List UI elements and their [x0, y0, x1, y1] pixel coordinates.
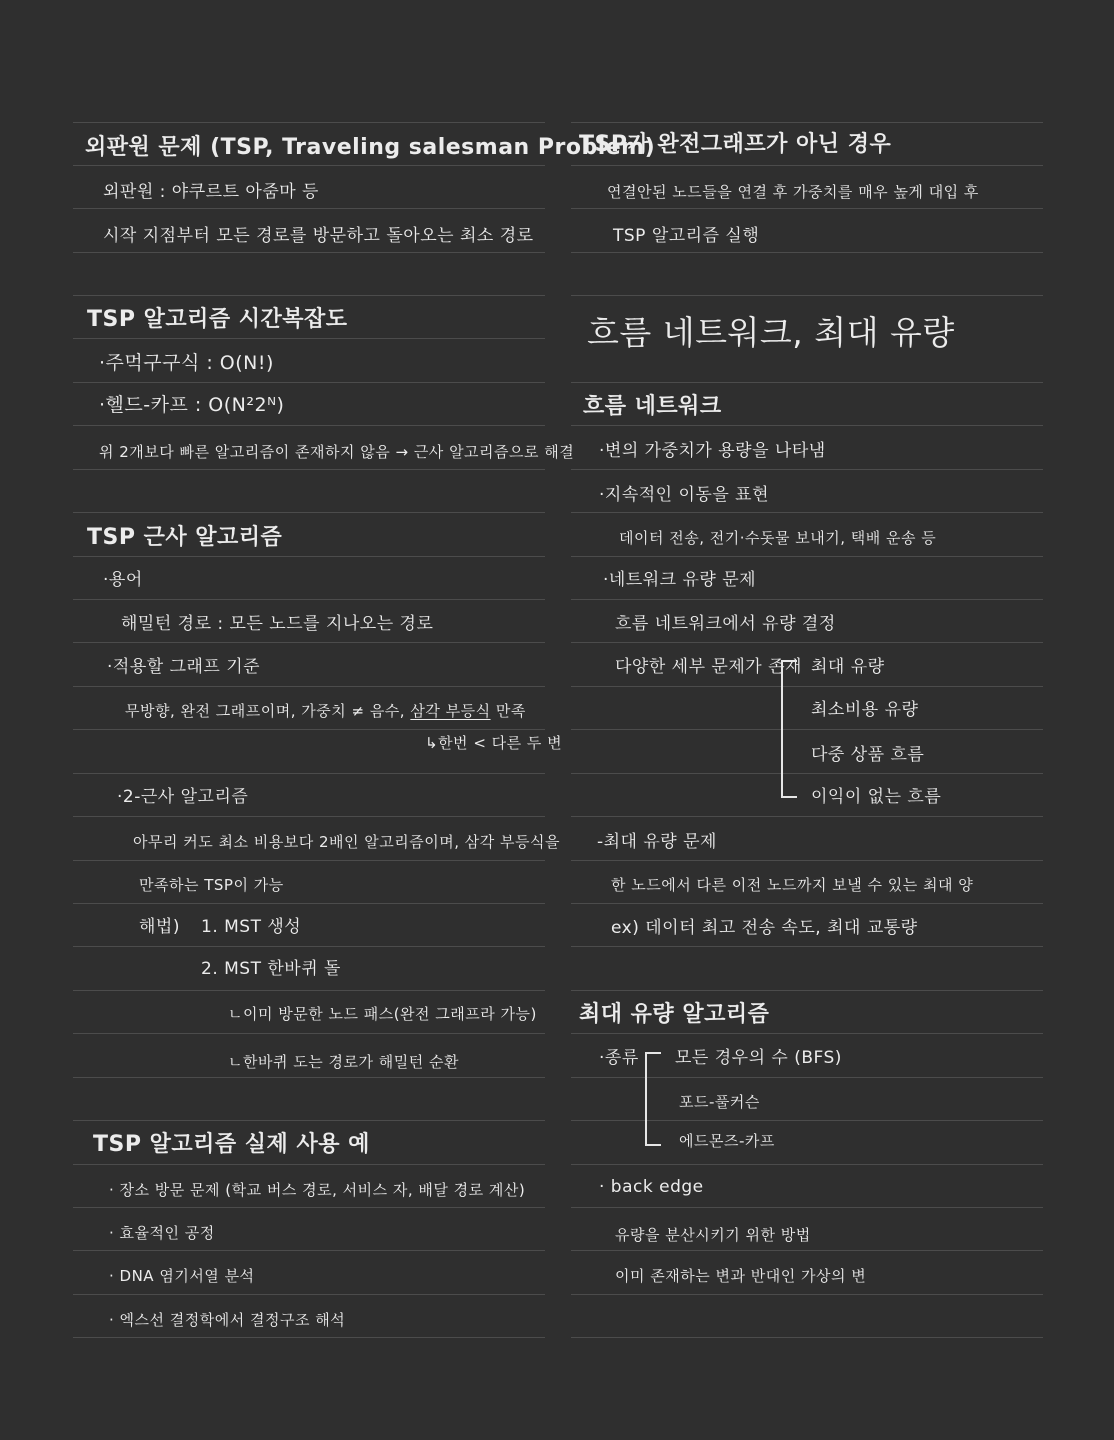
sub-problems-bracket: [781, 660, 797, 798]
rule-line: [571, 425, 1043, 426]
step-2-note-2: ㄴ한바퀴 도는 경로가 해밀턴 순환: [228, 1053, 459, 1071]
rule-line: [571, 903, 1043, 904]
graph-criteria-text: [125, 701, 526, 721]
rule-line: [73, 599, 545, 600]
kind-item: 포드-풀커슨: [679, 1093, 760, 1111]
held-karp-complexity: ·헬드-카프 : O(N²2ᴺ): [99, 394, 285, 416]
rule-line: [73, 729, 545, 730]
max-flow-definition: 한 노드에서 다른 이전 노드까지 보낼 수 있는 최대 양: [611, 876, 974, 894]
max-flow-example: ex) 데이터 최고 전송 속도, 최대 교통량: [611, 918, 918, 938]
rule-line: [571, 122, 1043, 123]
brute-force-complexity: ·주먹구구식 : O(N!): [99, 352, 274, 374]
sub-problem-item: 이익이 없는 흐름: [811, 787, 942, 807]
approx-title: TSP 근사 알고리즘: [87, 525, 283, 550]
rule-line: [73, 642, 545, 643]
rule-line: [73, 338, 545, 339]
rule-line: [73, 1077, 545, 1078]
rule-line: [73, 295, 545, 296]
rule-line: [571, 946, 1043, 947]
rule-line: [571, 816, 1043, 817]
rule-line: [571, 382, 1043, 383]
rule-line: [571, 860, 1043, 861]
rule-line: [571, 252, 1043, 253]
usage-title: TSP 알고리즘 실제 사용 예: [93, 1132, 370, 1157]
triangle-inequality: 삼각 부등식: [410, 702, 491, 720]
max-flow-problem-title: -최대 유량 문제: [597, 832, 717, 852]
tsp-title: 외판원 문제 (TSP, Traveling salesman Problem): [85, 135, 656, 160]
kinds-bracket: [645, 1052, 661, 1146]
rule-line: [571, 469, 1043, 470]
rule-line: [571, 1207, 1043, 1208]
two-approx-label: ·2-근사 알고리즘: [117, 787, 249, 807]
rule-line: [571, 773, 1043, 774]
rule-line: [73, 946, 545, 947]
rule-line: [73, 122, 545, 123]
rule-line: [73, 165, 545, 166]
flow-network-bullet: ·지속적인 이동을 표현: [599, 485, 770, 505]
tsp-salesman-note: 외판원 : 야쿠르트 아줌마 등: [103, 182, 319, 202]
rule-line: [73, 1120, 545, 1121]
criteria-part-a: 무방향, 완전 그래프이며, 가중치 ≠ 음수,: [125, 702, 411, 720]
tsp-definition: 시작 지점부터 모든 경로를 방문하고 돌아오는 최소 경로: [103, 226, 534, 246]
rule-line: [73, 903, 545, 904]
non-complete-line1: 연결안된 노드들을 연결 후 가중치를 매우 높게 대입 후: [607, 183, 979, 201]
step-1: 1. MST 생성: [201, 917, 302, 937]
step-2: 2. MST 한바퀴 돌: [201, 959, 341, 979]
two-approx-line2: 만족하는 TSP이 가능: [139, 876, 284, 894]
rule-line: [73, 686, 545, 687]
rule-line: [571, 1120, 1043, 1121]
rule-line: [571, 295, 1043, 296]
rule-line: [73, 1207, 545, 1208]
non-complete-title: TSP가 완전그래프가 아닌 경우: [579, 132, 892, 157]
rule-line: [571, 686, 1043, 687]
rule-line: [571, 208, 1043, 209]
complexity-note: 위 2개보다 빠른 알고리즘이 존재하지 않음 → 근사 알고리즘으로 해결: [99, 443, 575, 461]
rule-line: [73, 1250, 545, 1251]
rule-line: [571, 990, 1043, 991]
kind-item: 모든 경우의 수 (BFS): [675, 1048, 842, 1068]
sub-problem-item: 최소비용 유량: [811, 700, 919, 720]
sub-problem-item: 다중 상품 흐름: [811, 745, 925, 765]
rule-line: [73, 816, 545, 817]
rule-line: [571, 165, 1043, 166]
two-approx-line1: 아무리 커도 최소 비용보다 2배인 알고리즘이며, 삼각 부등식을: [133, 833, 560, 851]
rule-line: [571, 599, 1043, 600]
rule-line: [571, 512, 1043, 513]
rule-line: [73, 773, 545, 774]
rule-line: [73, 382, 545, 383]
back-edge-line1: 유량을 분산시키기 위한 방법: [615, 1226, 811, 1244]
kind-item: 에드몬즈-카프: [679, 1132, 775, 1150]
graph-criteria-label: ·적용할 그래프 기준: [107, 657, 261, 677]
criteria-part-c: 만족: [490, 702, 526, 720]
rule-line: [73, 860, 545, 861]
rule-line: [571, 556, 1043, 557]
usage-item: · 효율적인 공정: [109, 1224, 215, 1242]
rule-line: [571, 1164, 1043, 1165]
usage-item: · 엑스선 결정학에서 결정구조 해석: [109, 1311, 346, 1329]
back-edge-line2: 이미 존재하는 변과 반대인 가상의 변: [615, 1267, 867, 1285]
rule-line: [571, 1294, 1043, 1295]
rule-line: [571, 729, 1043, 730]
flow-network-big-title: 흐름 네트워크, 최대 유량: [587, 313, 955, 352]
sub-problem-item: 최대 유량: [811, 657, 885, 677]
rule-line: [73, 512, 545, 513]
non-complete-line2: TSP 알고리즘 실행: [613, 226, 760, 246]
hamilton-path-definition: 해밀턴 경로 : 모든 노드를 지나오는 경로: [121, 614, 434, 634]
sub-problems-label: 다양한 세부 문제가 존재: [615, 657, 802, 677]
back-edge-label: · back edge: [599, 1177, 704, 1197]
usage-item: · 장소 방문 문제 (학교 버스 경로, 서비스 자, 배달 경로 계산): [109, 1181, 526, 1199]
rule-line: [73, 1337, 545, 1338]
rule-line: [73, 556, 545, 557]
kinds-label: ·종류: [599, 1048, 639, 1068]
flow-network-bullet: ·변의 가중치가 용량을 나타냄: [599, 441, 826, 461]
rule-line: [73, 1294, 545, 1295]
usage-item: · DNA 염기서열 분석: [109, 1267, 255, 1285]
rule-line: [73, 425, 545, 426]
rule-line: [571, 1337, 1043, 1338]
rule-line: [571, 1250, 1043, 1251]
rule-line: [73, 208, 545, 209]
rule-line: [571, 642, 1043, 643]
flow-network-bullet: ·네트워크 유량 문제: [603, 570, 757, 590]
flow-network-example: 데이터 전송, 전기·수돗물 보내기, 택배 운송 등: [619, 529, 937, 547]
rule-line: [571, 1033, 1043, 1034]
flow-network-problem-def: 흐름 네트워크에서 유량 결정: [615, 614, 836, 634]
rule-line: [73, 1164, 545, 1165]
max-flow-algo-title: 최대 유량 알고리즘: [579, 1002, 770, 1027]
triangle-inequality-note: ↳한번 < 다른 두 변: [425, 734, 563, 752]
term-label: ·용어: [103, 570, 143, 590]
complexity-title: TSP 알고리즘 시간복잡도: [87, 307, 348, 332]
rule-line: [571, 1077, 1043, 1078]
solution-label: 해법): [139, 917, 180, 937]
step-2-note-1: ㄴ이미 방문한 노드 패스(완전 그래프라 가능): [228, 1005, 537, 1023]
flow-network-title: 흐름 네트워크: [583, 394, 722, 419]
rule-line: [73, 1033, 545, 1034]
rule-line: [73, 252, 545, 253]
rule-line: [73, 469, 545, 470]
rule-line: [73, 990, 545, 991]
